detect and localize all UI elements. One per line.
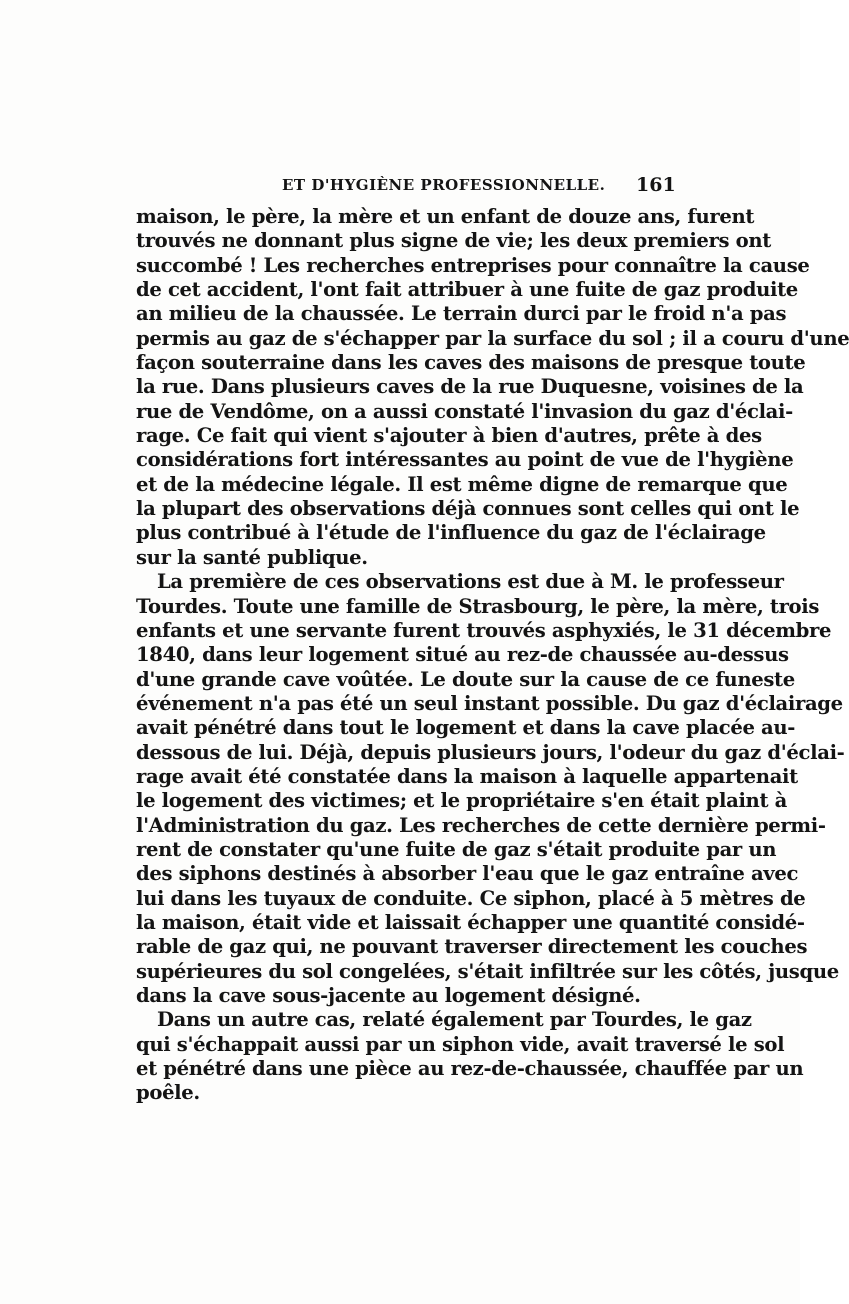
text-line: enfants et une servante furent trouvés asphyxiés, le 31 décembre: [136, 618, 832, 642]
text-line: supérieures du sol congelées, s'était infiltrée sur les côtés, jusque: [136, 959, 839, 983]
text-line: trouvés ne donnant plus signe de vie; les deux premiers ont: [136, 229, 771, 253]
text-line: an milieu de la chaussée. Le terrain durci par le froid n'a pas: [136, 302, 787, 326]
body-text: [136, 205, 849, 1106]
text-line: dans la cave sous-jacente au logement désigné.: [136, 984, 641, 1007]
text-line: qui s'échappait aussi par un siphon vide, avait traversé le sol: [136, 1032, 785, 1056]
text-line: la maison, était vide et laissait échapper une quantité considé-: [136, 910, 805, 934]
text-line: succombé ! Les recherches entreprises pour connaître la cause: [136, 253, 810, 277]
text-line: l'Administration du gaz. Les recherches de cette dernière permi-: [136, 813, 826, 837]
text-line: rage avait été constatée dans la maison à laquelle appartenait: [136, 764, 798, 788]
text-line: façon souterraine dans les caves des maisons de presque toute: [136, 351, 806, 375]
text-line: rent de constater qu'une fuite de gaz s'était produite par un: [136, 837, 777, 861]
text-line: plus contribué à l'étude de l'influence du gaz de l'éclairage: [136, 521, 766, 545]
text-line: rage. Ce fait qui vient s'ajouter à bien d'autres, prête à des: [136, 424, 762, 448]
text-line: poêle.: [136, 1081, 200, 1105]
text-line: considérations fort intéressantes au point de vue de l'hygiène: [136, 448, 794, 472]
text-line: et pénétré dans une pièce au rez-de-chaussée, chauffée par un: [136, 1057, 804, 1081]
text-line: permis au gaz de s'échapper par la surface du sol ; il a couru d'une: [136, 326, 849, 350]
running-header: ET D'HYGIÈNE PROFESSIONNELLE.: [282, 176, 606, 194]
text-line: Dans un autre cas, relaté également par Tourdes, le gaz: [157, 1008, 752, 1032]
text-line: d'une grande cave voûtée. Le doute sur la cause de ce funeste: [136, 667, 795, 691]
text-line: maison, le père, la mère et un enfant de douze ans, furent: [136, 205, 755, 228]
text-line: sur la santé publique.: [136, 545, 368, 569]
text-line: dessous de lui. Déjà, depuis plusieurs jours, l'odeur du gaz d'éclai-: [136, 740, 845, 764]
text-line: La première de ces observations est due à M. le professeur: [157, 570, 784, 594]
text-line: la plupart des observations déjà connues sont celles qui ont le: [136, 497, 800, 521]
text-line: 1840, dans leur logement situé au rez-de chaussée au-dessus: [136, 643, 789, 667]
text-line: événement n'a pas été un seul instant possible. Du gaz d'éclairage: [136, 691, 843, 715]
text-line: la rue. Dans plusieurs caves de la rue Duquesne, voisines de la: [136, 375, 804, 399]
text-line: le logement des victimes; et le propriétaire s'en était plaint à: [136, 789, 787, 813]
text-line: Tourdes. Toute une famille de Strasbourg, le père, la mère, trois: [136, 594, 820, 618]
text-line: et de la médecine légale. Il est même digne de remarque que: [136, 472, 788, 496]
text-line: rue de Vendôme, on a aussi constaté l'invasion du gaz d'éclai-: [136, 399, 793, 423]
page-number: 161: [636, 174, 676, 196]
text-line: lui dans les tuyaux de conduite. Ce siphon, placé à 5 mètres de: [136, 886, 806, 910]
text-line: avait pénétré dans tout le logement et dans la cave placée au-: [136, 716, 796, 740]
text-line: rable de gaz qui, ne pouvant traverser directement les couches: [136, 935, 808, 959]
text-line: des siphons destinés à absorber l'eau que le gaz entraîne avec: [136, 862, 799, 886]
text-line: de cet accident, l'ont fait attribuer à une fuite de gaz produite: [136, 278, 798, 302]
